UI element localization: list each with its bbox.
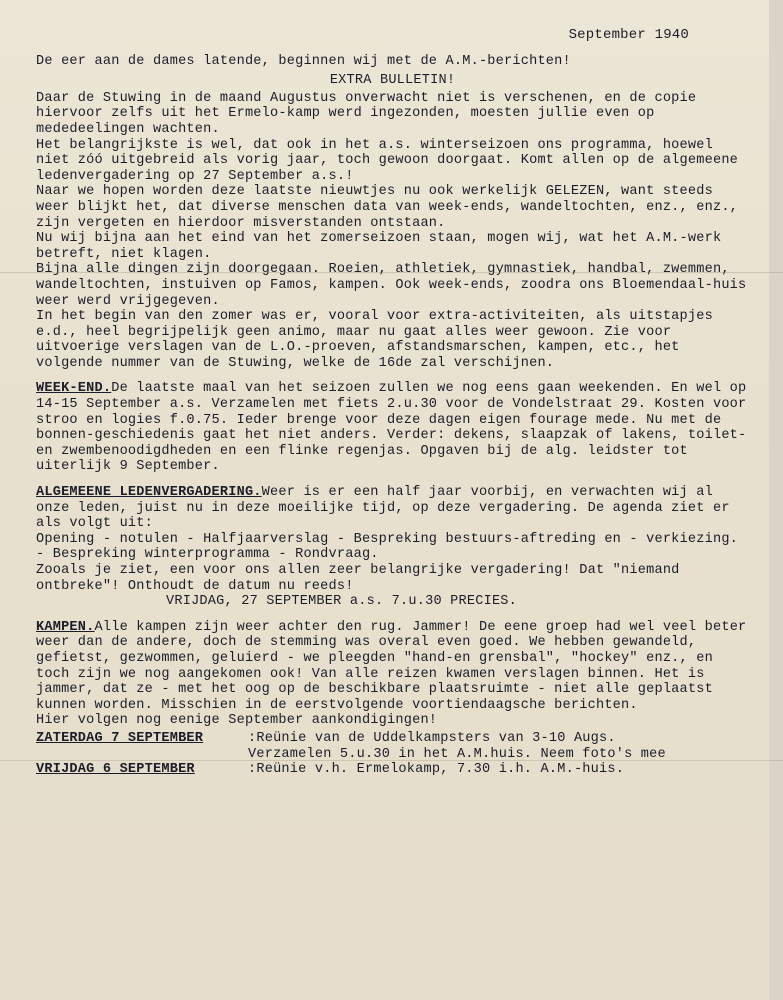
intro-line: De eer aan de dames latende, beginnen wij met de A.M.-berichten! — [36, 53, 571, 69]
paragraph-zomerseizoen: Nu wij bijna aan het eind van het zomerseizoen staan, mogen wij, wat het A.M.-werk betreft, niet klagen. — [36, 231, 730, 262]
weekend-text: De laatste maal van het seizoen zullen we nog eens gaan weekenden. En wel op 14-15 September a.s. Verzamelen met fiets 2.u.30 voor de Vondelstraat 29. Kosten voor stroo en logies f.0.75. Ieder brenge voor deze dagen eigen fourage mede. Nu met de bonnen-geschiedenis gaat het niet anders. Verder: dekens, slaapzak of lakens, toilet- en zwembenoodigdheden en een flinke regenjas. Opgaven bij de alg. leidster tot uiterlijk 9 September. — [36, 381, 755, 475]
paragraph-winter-programme: Het belangrijkste is wel, dat ook in het a.s. winterseizoen ons programma, hoewel niet zóó uitgebreid als vorig jaar, toch gewoon doorgaat. Komt allen op de algemeene ledenvergadering op 27 September a.s.! — [36, 137, 747, 184]
announcements-intro: Hier volgen nog eenige September aankondigingen! — [36, 713, 438, 729]
ledenvergadering-text: Weer is er een half jaar voorbij, en verwachten wij al onze leden, juist nu in deze moeilijke tijd, op deze vergadering. De agenda ziet er als volgt uit: — [36, 485, 739, 532]
paragraph-gelezen: Naar we hopen worden deze laatste nieuwtjes nu ook werkelijk GELEZEN, want steeds weer blijkt het, dat diverse menschen data van week-ends, wandeltochten, enz., enz., zijn vergeten en hierdoor misverstanden ontstaan. — [36, 184, 747, 231]
kampen-section — [36, 619, 755, 714]
kampen-text: Alle kampen zijn weer achter den rug. Jammer! De eene groep had wel veel beter weer dan de andere, doch de stemming was overal even goed. We hebben gewandeld, gefietst, gezwommen, geluierd - we pleegden "hand-en grensbal", "hockey" enz., en toch zijn we nog aangekomen ook! Van alle reizen kwamen verslagen binnen. Het is jammer, dat ze - met het oog op de beschikbare plaatsruimte - niet alle geplaatst kunnen worden. Misschien in de eerstvolgende voortiendaagsche berichten. — [36, 619, 755, 713]
agenda-text: Opening - notulen - Halfjaarverslag - Bespreking bestuurs-aftreding en - verkiezing. - Bespreking winterprogramma - Rondvraag. — [36, 531, 747, 563]
kampen-heading: KAMPEN. — [36, 619, 95, 635]
ledenvergadering-section — [36, 485, 749, 532]
event-text: :Reünie v.h. Ermelokamp, 7.30 i.h. A.M.-huis. — [248, 762, 625, 778]
event-row — [36, 731, 749, 747]
paragraph-begin-zomer: In het begin van den zomer was er, vooral voor extra-activiteiten, als uitstapjes e.d., heel begrijpelijk geen animo, maar nu gaat alles weer gewoon. Zie voor uitvoerige verslagen van de L.O.-proeven, afstandsmarschen, kampen, etc., het volgende nummer van de Stuwing, welke de 16de zal verschijnen. — [36, 309, 722, 371]
event-list — [36, 731, 749, 778]
ledenvergadering-closing: Zooals je ziet, een voor ons allen zeer belangrijke vergadering! Dat "niemand ontbreke"! Onthoudt de datum nu reeds! — [36, 563, 688, 594]
event-text: :Reünie van de Uddelkampsters van 3-10 Augs. — [248, 730, 616, 746]
ledenvergadering-heading: ALGEMEENE LEDENVERGADERING. — [36, 485, 262, 501]
event-text: Verzamelen 5.u.30 in het A.M.huis. Neem foto's mee — [248, 746, 666, 762]
weekend-section — [36, 381, 755, 475]
event-row — [36, 762, 749, 778]
letter-date: September 1940 — [568, 27, 689, 43]
bulletin-title: EXTRA BULLETIN! — [329, 73, 456, 89]
paragraph-activities: Bijna alle dingen zijn doorgegaan. Roeien, athletiek, gymnastiek, handbal, zwemmen, wandeltochten, instuiven op Famos, kampen. Ook week-ends, zoodra ons Bloemendaal-huis weer werd vrijgegeven. — [36, 262, 755, 309]
weekend-heading: WEEK-END. — [36, 381, 112, 397]
paper-fold-line-lower — [0, 760, 783, 761]
paragraph-stuwing: Daar de Stuwing in de maand Augustus onverwacht niet is verschenen, en de copie hiervoor zelfs uit het Ermelo-kamp werd ingezonden, moesten jullie even op mededeelingen wachten. — [36, 90, 705, 137]
page-edge — [769, 0, 783, 1000]
ledenvergadering-when: VRIJDAG, 27 SEPTEMBER a.s. 7.u.30 PRECIES. — [166, 594, 518, 610]
event-date: ZATERDAG 7 SEPTEMBER — [36, 730, 204, 746]
paper-fold-line — [0, 272, 783, 273]
event-date: VRIJDAG 6 SEPTEMBER — [36, 762, 195, 778]
